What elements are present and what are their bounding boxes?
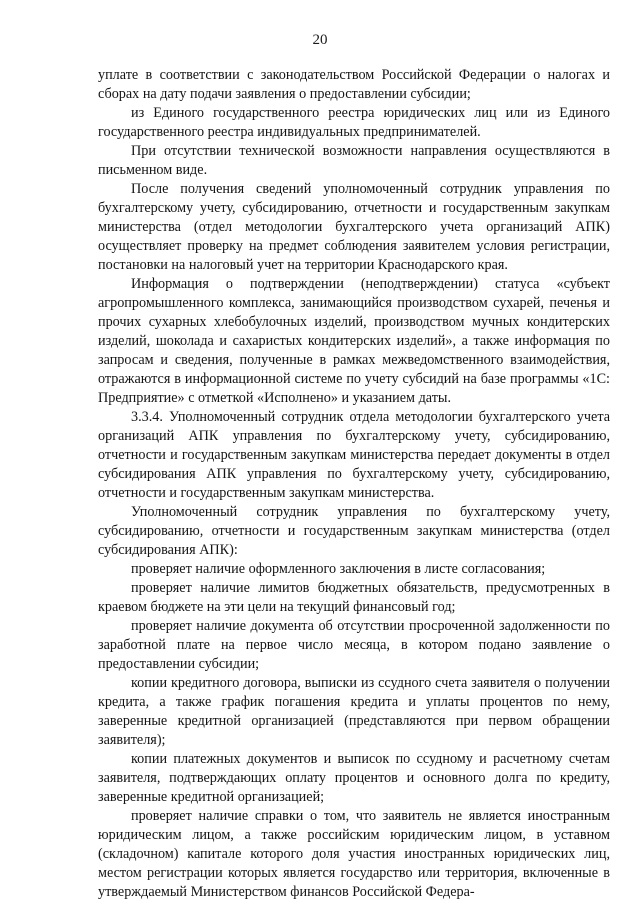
paragraph: Уполномоченный сотрудник управления по бухгалтерскому учету, субсидированию, отчетности и государственным закупкам министерства (отдел субсидирования АПК):: [98, 504, 610, 558]
paragraph: проверяет наличие справки о том, что заявитель не является иностранным юридическим лицом, а также российским юридическим лицом, в уставном (складочном) капитале которого доля участия иностранных юридических лиц, местом регистрации которых является государство или территория, включенные в утверждаемый Министерством финансов Российской Федера-: [98, 808, 610, 900]
paragraph: После получения сведений уполномоченный сотрудник управления по бухгалтерскому учету, субсидированию, отчетности и государственным закупкам министерства (отдел методологии бухгалтерского учета организаций АПК) осуществляет проверку на предмет соблюдения заявителем условия регистрации, постановки на налоговый учет на территории Краснодарского края.: [98, 181, 610, 273]
document-body: [98, 66, 610, 902]
paragraph: копии кредитного договора, выписки из ссудного счета заявителя о получении кредита, а также график погашения кредита и уплаты процентов по нему, заверенные кредитной организацией (представляются при первом обращении заявителя);: [98, 675, 610, 748]
paragraph: копии платежных документов и выписок по ссудному и расчетному счетам заявителя, подтверждающих оплату процентов и основного долга по кредиту, заверенные кредитной организацией;: [98, 751, 610, 805]
paragraph: проверяет наличие оформленного заключения в листе согласования;: [131, 561, 546, 577]
paragraph: проверяет наличие лимитов бюджетных обязательств, предусмотренных в краевом бюджете на эти цели на текущий финансовый год;: [98, 580, 610, 615]
paragraph: При отсутствии технической возможности направления осуществляются в письменном виде.: [98, 143, 610, 178]
paragraph: проверяет наличие документа об отсутствии просроченной задолженности по заработной плате на первое число месяца, в котором подано заявление о предоставлении субсидии;: [98, 618, 610, 672]
paragraph: Информация о подтверждении (неподтверждении) статуса «субъект агропромышленного комплекса, занимающийся производством сухарей, печенья и прочих сухарных хлебобулочных изделий, производством мучных кондитерских изделий, шоколада и сахаристых кондитерских изделий», а также информация по запросам и сведения, полученные в рамках межведомственного взаимодействия, отражаются в информационной системе по учету субсидий на базе программы «1С: Предприятие» с отметкой «Исполнено» и указанием даты.: [98, 276, 610, 406]
paragraph: 3.3.4. Уполномоченный сотрудник отдела методологии бухгалтерского учета организаций АПК управления по бухгалтерскому учету, субсидированию, отчетности и государственным закупкам министерства передает документы в отдел субсидирования АПК управления по бухгалтерскому учету, субсидированию, отчетности и государственным закупкам министерства.: [98, 409, 610, 501]
paragraph: уплате в соответствии с законодательством Российской Федерации о налогах и сборах на дату подачи заявления о предоставлении субсидии;: [98, 67, 610, 102]
paragraph: из Единого государственного реестра юридических лиц или из Единого государственного реестра индивидуальных предпринимателей.: [98, 105, 610, 140]
page-number: 20: [312, 32, 328, 48]
